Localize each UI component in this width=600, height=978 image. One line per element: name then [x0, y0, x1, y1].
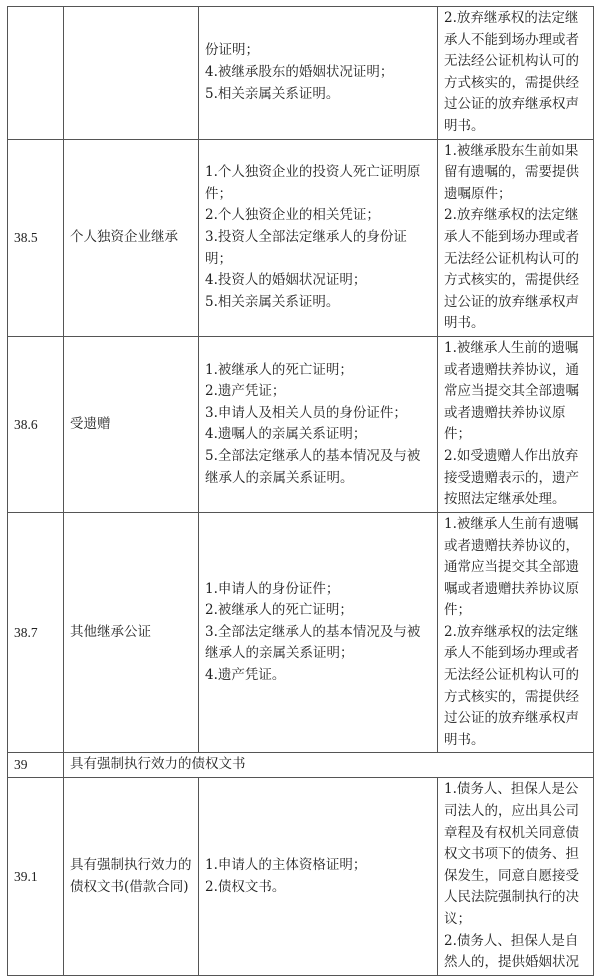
item-number-cell: 38.7: [8, 512, 64, 753]
material-line: 4.投资人的婚姻状况证明；: [205, 272, 367, 289]
notes-cell: [438, 512, 594, 753]
note-line: 2.放弃继承权的法定继承人不能到场办理或者无法经公证机构认可的方式核实的，需提供经过公证的放弃继承权声明书。: [444, 10, 579, 134]
note-line: 2.放弃继承权的法定继承人不能到场办理或者无法经公证机构认可的方式核实的，需提供经过公证的放弃继承权声明书。: [444, 623, 579, 748]
material-line: 5.全部法定继承人的基本情况及与被继承人的亲属关系证明。: [205, 448, 421, 486]
note-line: 2.如受遗赠人作出放弃接受遗赠表示的，遗产按照法定继承处理。: [444, 448, 579, 508]
material-line: 3.投资人全部法定继承人的身份证明；: [205, 228, 407, 267]
item-number-cell: [8, 7, 64, 140]
table-row: [8, 139, 594, 336]
item-number-cell: 38.6: [8, 336, 64, 512]
item-name-cell: 受遗赠: [64, 336, 199, 512]
item-name-cell: 其他继承公证: [64, 512, 199, 753]
item-number-cell: 38.5: [8, 139, 64, 336]
note-line: 1.被继承股东生前如果留有遗嘱的，需要提供遗嘱原件；: [444, 142, 579, 202]
table-row: [8, 778, 594, 976]
note-line: 2.放弃继承权的法定继承人不能到场办理或者无法经公证机构认可的方式核实的，需提供经过公证的放弃继承权声明书。: [444, 207, 579, 332]
materials-cell: [199, 512, 438, 753]
material-line: 2.被继承人的死亡证明；: [205, 602, 353, 619]
note-line: 1.被继承人生前有遗嘱或者遗赠扶养协议的，通常应当提交其全部遗嘱或者遗赠扶养协议原件；: [444, 515, 579, 619]
material-line: 3.全部法定继承人的基本情况及与被继承人的亲属关系证明；: [205, 623, 421, 662]
item-name-cell: 具有强制执行效力的债权文书(借款合同): [64, 778, 199, 976]
material-line: 2.遗产凭证；: [205, 383, 286, 400]
note-line: 1.债务人、担保人是公司法人的，应出具公司章程及有权机关同意债权文书项下的债务、担保发生，同意自愿接受人民法院强制执行的决议；: [444, 781, 579, 927]
item-name-cell: 个人独资企业继承: [64, 139, 199, 336]
material-line: 4.遗嘱人的亲属关系证明；: [205, 426, 367, 443]
item-name-cell: [64, 7, 199, 140]
notes-cell: [438, 336, 594, 512]
material-line: 5.相关亲属关系证明。: [205, 293, 340, 310]
section-row: [8, 753, 594, 778]
section-number-cell: 39: [8, 753, 64, 778]
material-line: 2.个人独资企业的相关凭证；: [205, 207, 380, 224]
materials-cell: [199, 778, 438, 976]
notarization-materials-table: [7, 6, 594, 976]
item-number-cell: 39.1: [8, 778, 64, 976]
notes-cell: [438, 7, 594, 140]
material-line: 5.相关亲属关系证明。: [205, 85, 340, 102]
material-line: 1.申请人的主体资格证明；: [205, 856, 367, 873]
notes-cell: [438, 139, 594, 336]
note-line: 2.债务人、担保人是自然人的，提供婚姻状况: [444, 932, 579, 971]
note-line: 1.被继承人生前的遗嘱或者遗赠扶养协议，通常应当提交其全部遗嘱或者遗赠扶养协议原件；: [444, 340, 579, 443]
section-title-cell: 具有强制执行效力的债权文书: [64, 753, 594, 778]
materials-cell: [199, 7, 438, 140]
material-line: 1.被继承人的死亡证明；: [205, 361, 353, 378]
table-row: [8, 512, 594, 753]
material-line: 1.申请人的身份证件；: [205, 580, 340, 597]
table-row: [8, 336, 594, 512]
table-row: [8, 7, 594, 140]
materials-cell: [199, 336, 438, 512]
materials-cell: [199, 139, 438, 336]
material-line: 1.个人独资企业的投资人死亡证明原件；: [205, 164, 421, 202]
notes-cell: [438, 778, 594, 976]
material-line: 4.遗产凭证。: [205, 667, 286, 684]
material-line: 3.申请人及相关人员的身份证件；: [205, 404, 407, 421]
material-line: 份证明；: [205, 42, 259, 59]
material-line: 4.被继承股东的婚姻状况证明；: [205, 63, 394, 80]
material-line: 2.债权文书。: [205, 878, 286, 895]
